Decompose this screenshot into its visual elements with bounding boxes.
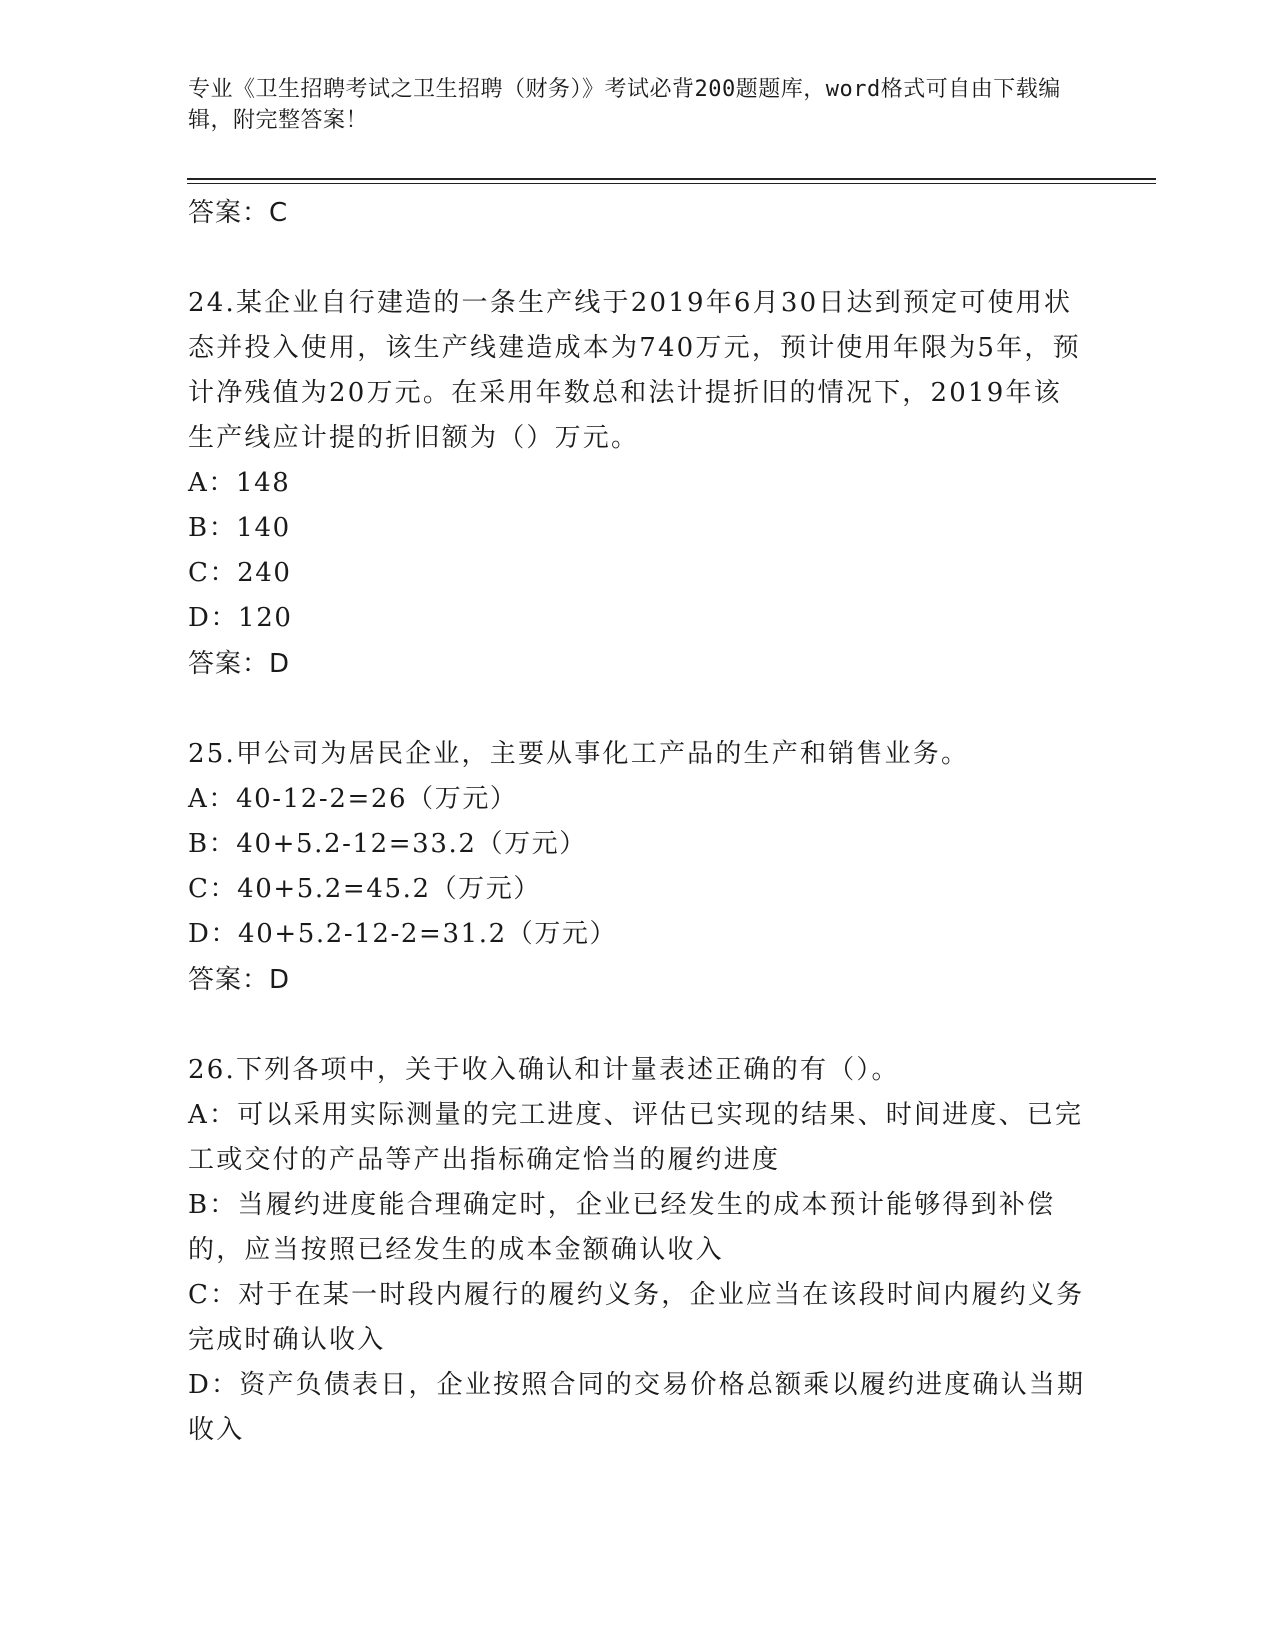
option-c: C：40+5.2=45.2（万元） [188, 874, 541, 904]
question-stem: 24.某企业自行建造的一条生产线于2019年6月30日达到预定可使用状态并投入使用，该生产线建造成本为740万元，预计使用年限为5年，预计净残值为20万元。在采用年数总和法计提折旧的情况下，2019年该生产线应计提的折旧额为（）万元。 [188, 288, 1081, 453]
option-b: B：40+5.2-12=33.2（万元） [188, 829, 587, 859]
question-25 [188, 732, 1088, 1003]
document-body [188, 190, 1088, 1453]
option-d: D：40+5.2-12-2=31.2（万元） [188, 919, 618, 949]
question-answer: 答案：D [188, 649, 291, 679]
previous-answer: 答案：C [188, 198, 289, 228]
option-c: C：对于在某一时段内履行的履约义务，企业应当在该段时间内履约义务完成时确认收入 [188, 1280, 1085, 1355]
question-stem: 25.甲公司为居民企业，主要从事化工产品的生产和销售业务。 [188, 739, 970, 769]
option-a: A：可以采用实际测量的完工进度、评估已实现的结果、时间进度、已完工或交付的产品等产出指标确定恰当的履约进度 [188, 1100, 1084, 1175]
question-24 [188, 281, 1088, 687]
document-header: 专业《卫生招聘考试之卫生招聘（财务）》考试必背200题题库，word格式可自由下载编辑，附完整答案！ [188, 77, 1061, 133]
question-stem: 26.下列各项中，关于收入确认和计量表述正确的有（）。 [188, 1055, 900, 1085]
option-b: B：140 [188, 513, 291, 543]
question-26 [188, 1048, 1088, 1453]
option-d: D：120 [188, 603, 293, 633]
question-answer: 答案：D [188, 965, 291, 995]
option-b: B：当履约进度能合理确定时，企业已经发生的成本预计能够得到补偿的，应当按照已经发生的成本金额确认收入 [188, 1190, 1056, 1265]
header-divider [187, 178, 1156, 180]
option-a: A：40-12-2=26（万元） [188, 784, 518, 814]
option-c: C：240 [188, 558, 292, 588]
header-divider-thin [187, 183, 1156, 184]
option-d: D：资产负债表日，企业按照合同的交易价格总额乘以履约进度确认当期收入 [188, 1370, 1086, 1445]
option-a: A：148 [188, 468, 291, 498]
